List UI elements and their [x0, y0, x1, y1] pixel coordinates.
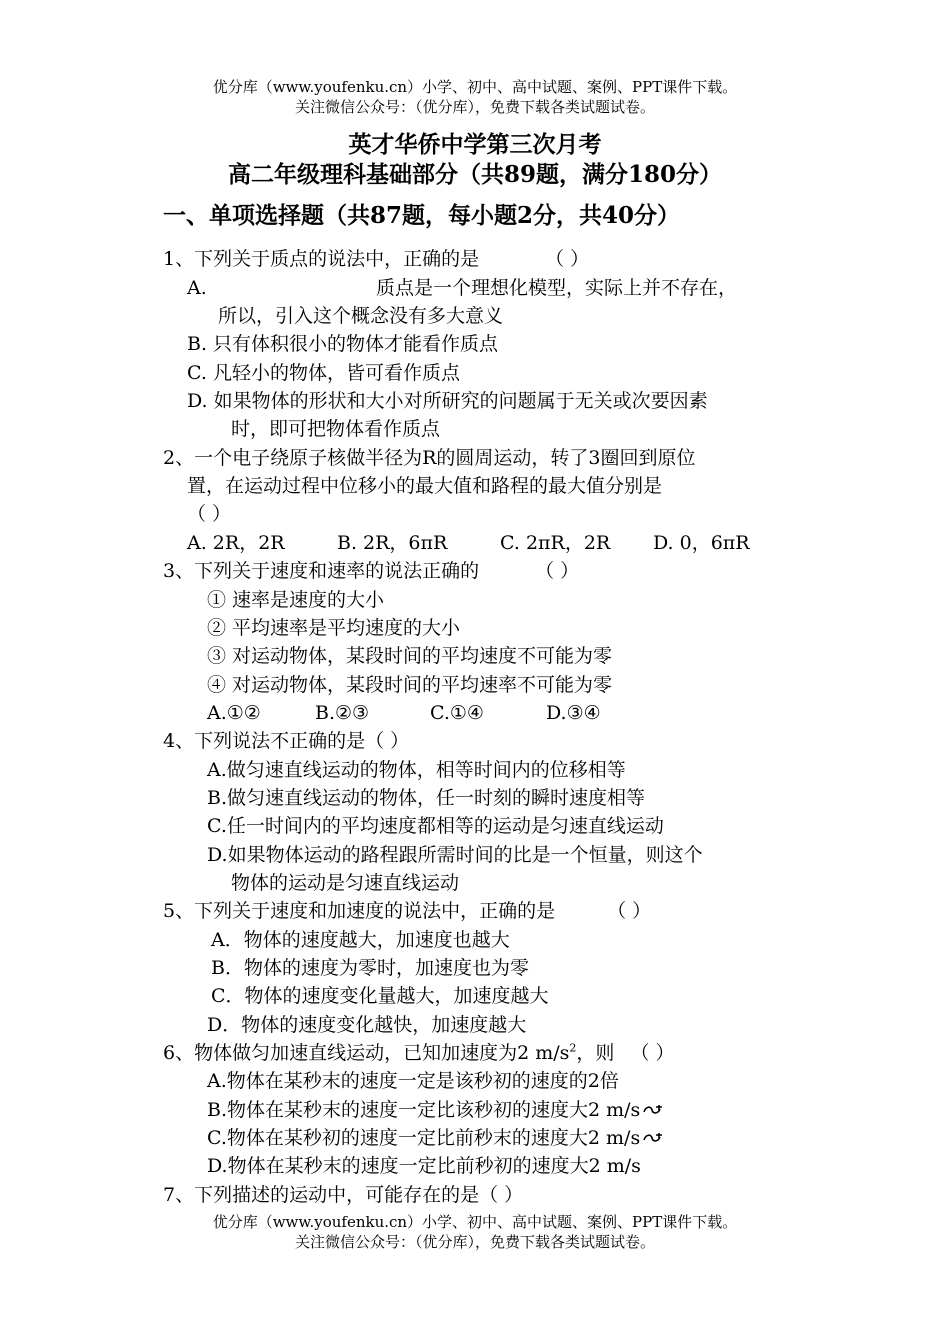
- q6-stem-tail: ，则: [576, 1042, 615, 1064]
- q1-option-a-text: 质点是一个理想化模型，实际上并不存在，: [376, 277, 738, 299]
- q6-stem: [163, 1039, 675, 1067]
- q5-option-b: B．物体的速度为零时，加速度也为零: [211, 957, 529, 979]
- q1-option-a: [187, 274, 207, 302]
- q1-option-d-cont: 时，即可把物体看作质点: [231, 418, 441, 440]
- q2-option-d: D. 0，6πR: [653, 532, 750, 554]
- q3-option-b: B.②③: [315, 702, 370, 724]
- q4-stem: 4、下列说法不正确的是（ ）: [163, 730, 410, 752]
- q4-option-a: A.做匀速直线运动的物体，相等时间内的位移相等: [207, 759, 626, 781]
- footer-line-2: 关注微信公众号：（优分库），免费下载各类试题试卷。: [294, 1233, 655, 1251]
- q1-answer-paren: （ ）: [545, 248, 590, 270]
- q6-option-d: D.物体在某秒末的速度一定比前秒初的速度大2 m/s: [207, 1155, 641, 1177]
- q6-stem-superscript: 2: [569, 1041, 577, 1055]
- q2-answer-paren: （ ）: [187, 503, 232, 525]
- q5-option-a: A．物体的速度越大，加速度也越大: [211, 929, 510, 951]
- q3-option-d: D.③④: [546, 702, 601, 724]
- q6-option-c-text: C.物体在某秒初的速度一定比前秒末的速度大2 m/s: [207, 1127, 641, 1149]
- q3-option-c: C.①④: [430, 702, 484, 724]
- q5-stem-text: 5、下列关于速度和加速度的说法中，正确的是: [163, 900, 556, 922]
- q4-option-b: B.做匀速直线运动的物体，任一时刻的瞬时速度相等: [207, 787, 646, 809]
- q1-stem: [163, 245, 589, 273]
- footer-line-1: 优分库（www.youfenku.cn）小学、初中、高中试题、案例、PPT课件下载。: [212, 1213, 738, 1231]
- q2-option-c: C. 2πR，2R: [500, 532, 611, 554]
- q3-stem-text: 3、下列关于速度和速率的说法正确的: [163, 560, 480, 582]
- q4-option-d-cont: 物体的运动是匀速直线运动: [231, 872, 460, 894]
- q7-stem: 7、下列描述的运动中，可能存在的是（ ）: [163, 1184, 524, 1206]
- q1-option-b: B. 只有体积很小的物体才能看作质点: [187, 333, 499, 355]
- q3-statement-3: ③ 对运动物体，某段时间的平均速度不可能为零: [207, 645, 613, 667]
- q3-options: [207, 699, 601, 727]
- q2-stem-cont: 置，在运动过程中位移小的最大值和路程的最大值分别是: [187, 475, 663, 497]
- q2-stem: 2、一个电子绕原子核做半径为R的圆周运动，转了3圈回到原位: [163, 447, 696, 469]
- q5-option-d: D．物体的速度变化越快，加速度越大: [207, 1014, 527, 1036]
- section-heading: 一、单项选择题（共87题，每小题2分，共40分）: [163, 202, 681, 229]
- q1-option-c: C. 凡轻小的物体，皆可看作质点: [187, 362, 460, 384]
- exam-subtitle: 高二年级理科基础部分（共89题，满分180分）: [227, 161, 723, 188]
- q5-option-c: C．物体的速度变化量越大，加速度越大: [211, 985, 549, 1007]
- q3-option-a: A.①②: [207, 702, 261, 724]
- q5-answer-paren: （ ）: [607, 900, 652, 922]
- q6-stem-text: 6、物体做匀加速直线运动，已知加速度为2 m/s: [163, 1042, 570, 1064]
- q1-option-d: D. 如果物体的形状和大小对所研究的问题属于无关或次要因素: [187, 390, 708, 412]
- q6-option-a: A.物体在某秒末的速度一定是该秒初的速度的2倍: [207, 1070, 619, 1092]
- q5-stem: [163, 897, 651, 925]
- q3-statement-1: ① 速率是速度的大小: [207, 589, 385, 611]
- header-line-2: 关注微信公众号：（优分库），免费下载各类试题试卷。: [294, 98, 655, 116]
- q1-option-a-label: A.: [187, 277, 207, 299]
- q3-stem: [163, 557, 579, 585]
- exam-title: 英才华侨中学第三次月考: [348, 131, 602, 158]
- q3-statement-4: ④ 对运动物体，某段时间的平均速率不可能为零: [207, 674, 613, 696]
- q3-statement-2: ② 平均速率是平均速度的大小: [207, 617, 461, 639]
- q4-option-c: C.任一时间内的平均速度都相等的运动是匀速直线运动: [207, 815, 664, 837]
- q2-option-b: B. 2R，6πR: [337, 532, 448, 554]
- q1-stem-text: 1、下列关于质点的说法中，正确的是: [163, 248, 480, 270]
- header-line-1: 优分库（www.youfenku.cn）小学、初中、高中试题、案例、PPT课件下载。: [212, 78, 738, 96]
- q3-answer-paren: （ ）: [535, 560, 580, 582]
- q2-options: [187, 529, 750, 557]
- q6-answer-paren: （ ）: [630, 1042, 675, 1064]
- superscript-glyph-icon: [642, 1125, 664, 1153]
- q4-option-d: D.如果物体运动的路程跟所需时间的比是一个恒量，则这个: [207, 844, 703, 866]
- q6-option-c: [207, 1124, 664, 1153]
- q6-option-b: [207, 1096, 664, 1125]
- q2-option-a: A. 2R，2R: [187, 532, 285, 554]
- superscript-glyph-icon: [642, 1097, 664, 1125]
- q6-option-b-text: B.物体在某秒末的速度一定比该秒初的速度大2 m/s: [207, 1099, 641, 1121]
- q1-option-a-cont: 所以，引入这个概念没有多大意义: [218, 305, 504, 327]
